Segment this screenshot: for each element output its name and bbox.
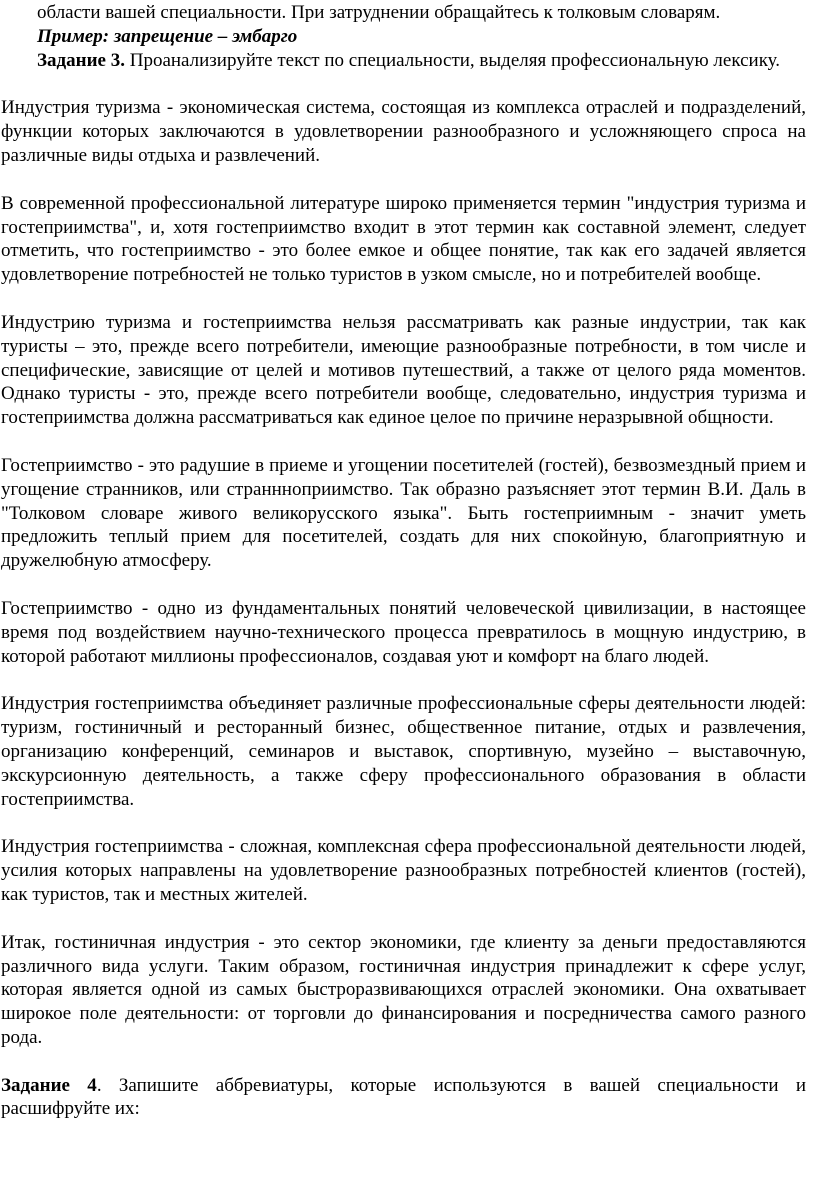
task3-paragraph [1, 49, 806, 73]
paragraph-hotel-industry: Итак, гостиничная индустрия - это сектор экономики, где клиенту за деньги предоставляются различного вида услуги. Таким образом, гостиничная индустрия принадлежит к сфере услуг, которая является одной из самых быстроразвивающихся отраслей экономики. Она охватывает широкое поле деятельности: от торговли до финансирования и посредничества самого разного рода. [1, 931, 806, 1048]
paragraph-hospitality-term: В современной профессиональной литературе широко применяется термин "индустрия туризма и гостеприимства", и, хотя гостеприимство входит в этот термин как составной элемент, следует отметить, что гостеприимство - это более емкое и общее понятие, так как его задачей является удовлетворение потребностей не только туристов в узком смысле, но и потребителей вообще. [1, 192, 806, 286]
spacer [1, 287, 806, 311]
paragraph-hospitality-spheres: Индустрия гостеприимства объединяет различные профессиональные сферы деятельности людей: туризм, гостиничный и ресторанный бизнес, общественное питание, отдых и развлечения, организацию конференций, семинаров и выставок, спортивную, музейно – выставочную, экскурсионную деятельность, а также сферу профессионального образования в области гостеприимства. [1, 693, 806, 810]
spacer [1, 430, 806, 454]
paragraph-unified-industry: Индустрию туризма и гостеприимства нельзя рассматривать как разные индустрии, так как туристы – это, прежде всего потребители, имеющие разнообразные потребности, в том числе и специфические, зависящие от целей и мотивов путешествий, а также от целого ряда моментов. Однако туристы - это, прежде всего потребители вообще, следовательно, индустрия туризма и гостеприимства должна рассматриваться как единое целое по причине неразрывной общности. [1, 311, 806, 429]
paragraph-tourism-industry: Индустрия туризма - экономическая система, состоящая из комплекса отраслей и подразделений, функции которых заключаются в удовлетворении разнообразного и усложняющего спроса на различные виды отдыха и развлечений. [1, 97, 806, 166]
example-line: Пример: запрещение – эмбарго [37, 25, 298, 47]
paragraph-complex-sphere: Индустрия гостеприимства - сложная, комплексная сфера профессиональной деятельности людей, усилия которых направлены на удовлетворение разнообразных потребностей клиентов (гостей), как туристов, так и местных жителей. [1, 836, 806, 905]
paragraph-fundamental-concept: Гостеприимство - одно из фундаментальных понятий человеческой цивилизации, в настоящее время под воздействием научно-технического процесса превратилось в мощную индустрию, в которой работают миллионы профессионалов, создавая уют и комфорт на благо людей. [1, 597, 806, 667]
paragraph-hospitality-definition: Гостеприимство - это радушие в приеме и угощении посетителей (гостей), безвозмездный прием и угощение странников, или страннноприимство. Так образно разъясняет этот термин В.И. Даль в "Толковом словаре живого великорусского языка". Быть гостеприимным - значит уметь предложить теплый прием для посетителей, создать для них спокойную, благоприятную и дружелюбную атмосферу. [1, 454, 806, 572]
spacer [1, 72, 806, 96]
task4-label: Задание 4 [1, 1074, 97, 1096]
spacer [1, 1050, 806, 1074]
task4-paragraph [1, 1074, 806, 1122]
intro-continuation: области вашей специальности. При затруднении обращайтесь к толковым словарям. [37, 2, 721, 23]
task3-text: Проанализируйте текст по специальности, выделяя профессиональную лексику. [124, 49, 781, 71]
task3-label: Задание 3. [37, 49, 125, 71]
spacer [1, 573, 806, 597]
spacer [1, 168, 806, 192]
spacer [1, 811, 806, 835]
task4-text: . Запишите аббревиатуры, которые используются в вашей специальности и расшифруйте их: [1, 1074, 806, 1120]
spacer [1, 907, 806, 931]
spacer [1, 668, 806, 692]
